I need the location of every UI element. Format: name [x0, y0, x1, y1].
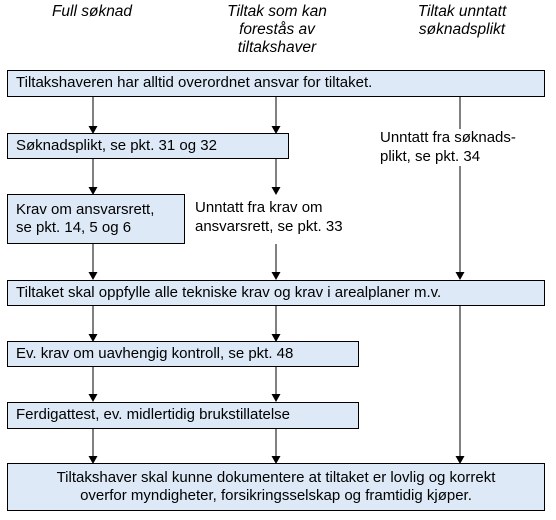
approval-requirement-box	[7, 194, 185, 244]
application-duty-text: Søknadsplikt, se pkt. 31 og 32	[16, 136, 217, 154]
exempt-approval-note: Unntatt fra krav om ansvarsrett, se pkt. 33	[195, 199, 343, 235]
column-header-exempt: Tiltak unntatt søknadsplikt	[417, 3, 507, 38]
approval-requirement-text: Krav om ansvarsrett, se pkt. 14, 5 og 6	[16, 200, 155, 236]
independent-control-box	[7, 341, 359, 367]
application-duty-box	[7, 133, 289, 159]
exempt-application-note: Unntatt fra søknads- plikt, se pkt. 34	[380, 129, 516, 165]
documentation-text: Tiltakshaver skal kunne dokumentere at tiltaket er lovlig og korrekt overfor myndigheter, forsikringsselskap og framtidig kjøper.	[56, 468, 496, 504]
independent-control-text: Ev. krav om uavhengig kontroll, se pkt. 48	[16, 344, 294, 362]
documentation-box	[7, 463, 545, 511]
responsibility-box	[7, 70, 545, 97]
column-header-full: Full søknad	[51, 3, 133, 20]
column-header-owner: Tiltak som kan forestås av tiltakshaver	[227, 3, 327, 56]
technical-requirements-box	[7, 280, 545, 306]
responsibility-text: Tiltakshaveren har alltid overordnet ansvar for tiltaket.	[16, 74, 373, 92]
technical-requirements-text: Tiltaket skal oppfylle alle tekniske krav og krav i arealplaner m.v.	[16, 283, 442, 301]
completion-certificate-text: Ferdigattest, ev. midlertidig brukstillatelse	[16, 406, 290, 424]
completion-certificate-box	[7, 402, 359, 429]
